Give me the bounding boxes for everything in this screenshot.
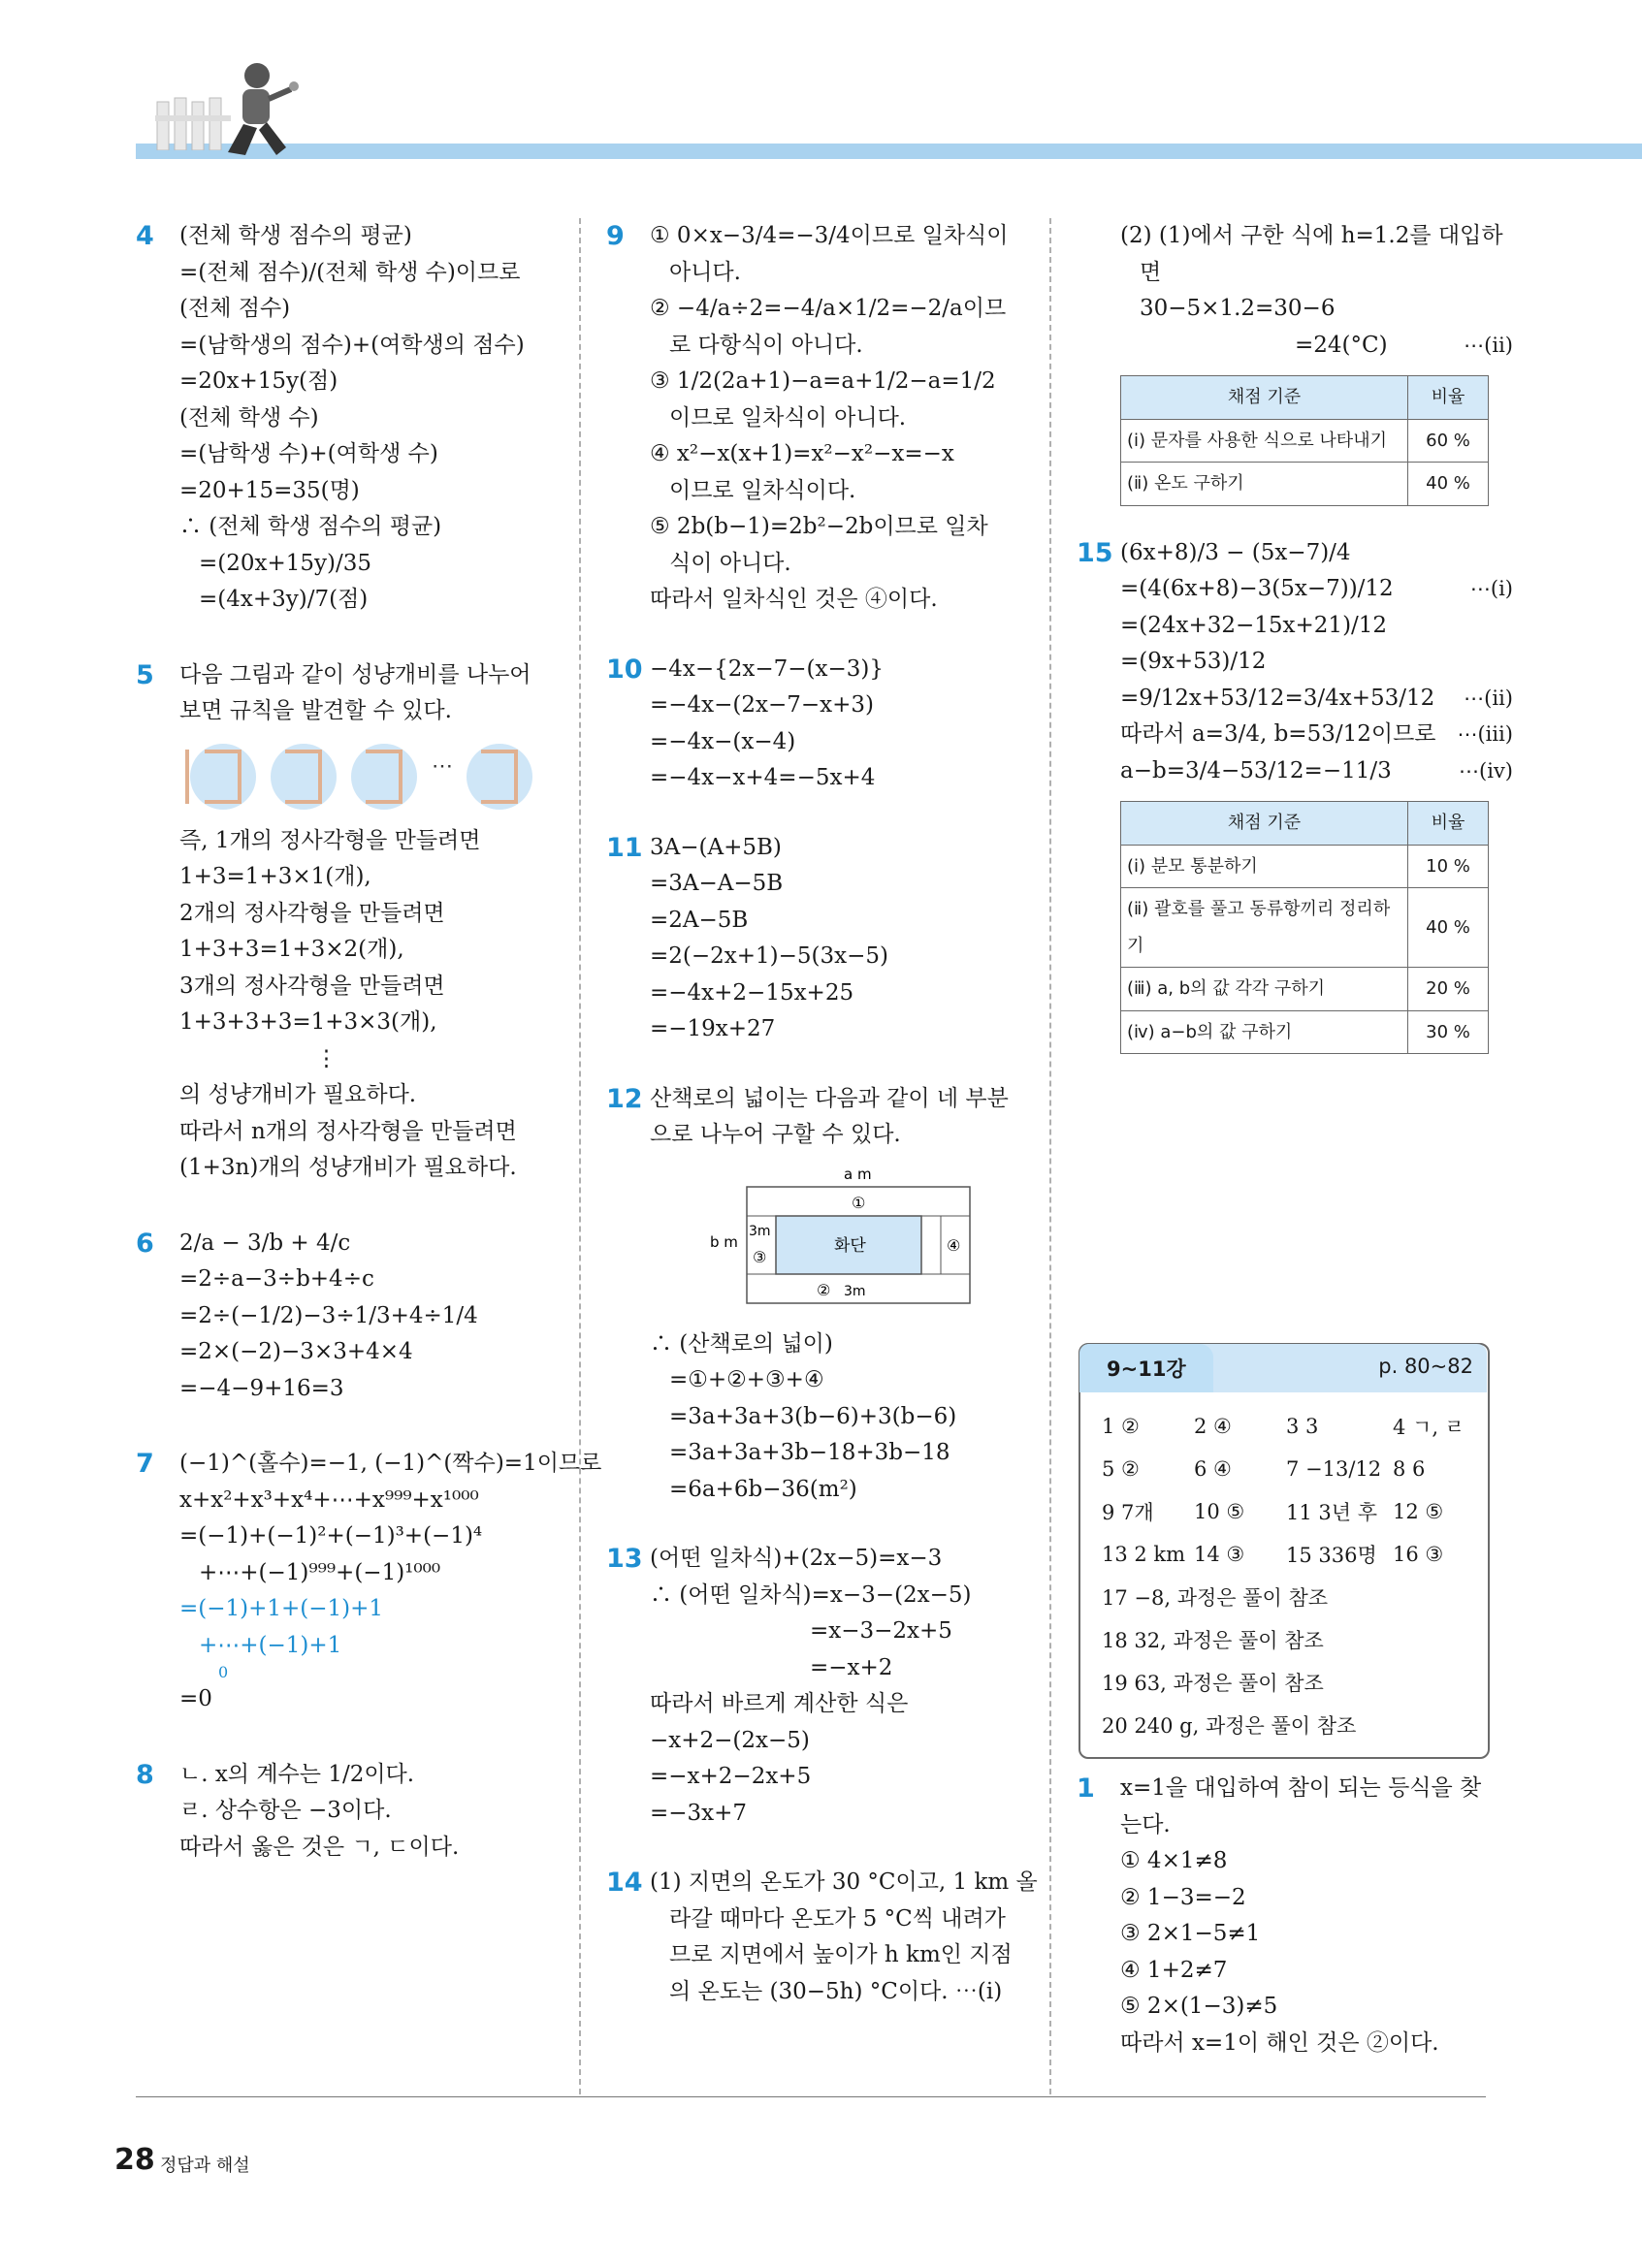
line: =3a+3a+3b−18+3b−18: [669, 1440, 950, 1465]
page-label: 정답과 해설: [160, 2156, 250, 2176]
line: =−x+2: [810, 1654, 893, 1680]
line: =6a+6b−36(m²): [669, 1476, 857, 1502]
header-bar: [136, 144, 1642, 159]
line: 2개의 정사각형을 만들려면: [179, 900, 445, 926]
problem-number: 13: [606, 1544, 643, 1574]
matchstick-squares-icon: [179, 738, 548, 815]
table-cell: 20 %: [1408, 968, 1489, 1011]
table-row: [1121, 463, 1489, 506]
line: =(−1)+1+(−1)+1: [179, 1596, 384, 1621]
line: (전체 학생 점수의 평균): [179, 223, 412, 248]
line: 30−5×1.2=30−6: [1140, 296, 1336, 321]
table-row: [1121, 419, 1489, 463]
answer: 5 ②: [1102, 1457, 1140, 1481]
problem-number: 14: [606, 1868, 643, 1898]
problem-5: [136, 657, 563, 1187]
line: 다음 그림과 같이 성냥개비를 나누어: [179, 661, 531, 687]
problem-number: 15: [1077, 537, 1113, 568]
line: 아니다.: [669, 259, 741, 285]
answer: 6 ④: [1194, 1457, 1232, 1481]
answer-row: [1102, 1533, 1490, 1576]
line: 식이 아니다.: [669, 550, 791, 576]
line: +⋯+(−1)⁹⁹⁹+(−1)¹⁰⁰⁰: [199, 1559, 441, 1585]
score-mark: ⋯(ⅳ): [1459, 758, 1513, 783]
line: =−4x−(x−4): [650, 728, 796, 754]
line: =3A−A−5B: [650, 871, 784, 896]
line: 따라서 a=3/4, b=53/12이므로: [1120, 721, 1436, 747]
underbrace-zero: 0: [218, 1663, 229, 1681]
label-n4: ④: [947, 1235, 961, 1255]
table-cell: (ⅰ) 문자를 사용한 식으로 나타내기: [1121, 419, 1408, 463]
line: 므로 지면에서 높이가 h km인 지점: [669, 1942, 1013, 1967]
score-mark: ⋯(ⅱ): [1464, 333, 1513, 357]
problem-6: [136, 1226, 563, 1408]
table-cell: (ⅱ) 온도 구하기: [1121, 463, 1408, 506]
line: 라갈 때마다 온도가 5 °C씩 내려가: [669, 1905, 1006, 1932]
problem-7: [136, 1446, 602, 1718]
line: 따라서 n개의 정사각형을 만들려면: [179, 1118, 517, 1144]
answer: 17 −8, 과정은 풀이 참조: [1102, 1586, 1329, 1610]
answer-row: [1102, 1618, 1490, 1661]
problem-13: [606, 1541, 1033, 1832]
line: (−1)^(홀수)=−1, (−1)^(짝수)=1이므로: [179, 1451, 602, 1476]
answer-row: [1102, 1704, 1490, 1746]
label-inner: 화단: [834, 1235, 866, 1256]
line: 이므로 일차식이다.: [669, 477, 856, 503]
answer-grid: [1102, 1405, 1490, 1746]
line: ① 0×x−3/4=−3/4이므로 일차식이: [650, 223, 1009, 248]
scoring-table: [1120, 375, 1489, 506]
answer-row: [1102, 1405, 1490, 1448]
line: 1+3+3+3=1+3×3(개),: [179, 1009, 437, 1035]
line: =(4(6x+8)−3(5x−7))/12: [1120, 576, 1394, 601]
line: =(남학생의 점수)+(여학생의 점수): [179, 332, 525, 358]
answer: 14 ③: [1194, 1543, 1245, 1566]
walkway-diagram: [708, 1167, 980, 1313]
problem-4: [136, 218, 563, 619]
table-row: [1121, 968, 1489, 1011]
label-n1: ①: [852, 1193, 866, 1212]
problem-number: 6: [136, 1228, 154, 1259]
line: ⑤ 2×(1−3)≠5: [1120, 1994, 1278, 2019]
line: 로 다항식이 아니다.: [669, 332, 863, 358]
table-header: 채점 기준: [1121, 376, 1408, 420]
table-row: [1121, 845, 1489, 888]
answer: 4 ㄱ, ㄹ: [1393, 1416, 1465, 1439]
label-top: a m: [844, 1166, 872, 1183]
answer-box: [1079, 1343, 1490, 1759]
problem-number: 7: [136, 1449, 154, 1479]
answer-box-title: 9~11강: [1079, 1344, 1213, 1392]
answer: 9 7개: [1102, 1501, 1154, 1524]
line: =2÷a−3÷b+4÷c: [179, 1266, 374, 1292]
line: 보면 규칙을 발견할 수 있다.: [179, 698, 452, 723]
matchstick-figure: [179, 738, 563, 815]
answer: 1 ②: [1102, 1415, 1140, 1438]
label-left: b m: [710, 1232, 738, 1251]
line: 3A−(A+5B): [650, 834, 782, 860]
line: =2÷(−1/2)−3÷1/3+4÷1/4: [179, 1302, 478, 1328]
line: =20+15=35(명): [179, 477, 360, 503]
line: (어떤 일차식)+(2x−5)=x−3: [650, 1546, 943, 1571]
line: =x−3−2x+5: [810, 1618, 952, 1644]
problem-11: [606, 830, 1033, 1048]
table-cell: 60 %: [1408, 419, 1489, 463]
line: x=1을 대입하여 참이 되는 등식을 찾: [1120, 1775, 1482, 1801]
answer-row: [1102, 1661, 1490, 1704]
column-3-bottom: [1077, 1771, 1513, 2087]
problem-number: 12: [606, 1083, 643, 1114]
line: +⋯+(−1)+1: [199, 1632, 342, 1658]
line: 1+3=1+3×1(개),: [179, 864, 371, 889]
line: =(20x+15y)/35: [199, 550, 372, 576]
line: =−4x−x+4=−5x+4: [650, 765, 876, 790]
problem-9: [606, 218, 1033, 619]
column-1: [136, 218, 602, 1891]
line: =(4x+3y)/7(점): [199, 587, 369, 612]
line: 따라서 x=1이 해인 것은 ②이다.: [1120, 2029, 1439, 2056]
line: =−x+2−2x+5: [650, 1764, 812, 1789]
line: −x+2−(2x−5): [650, 1727, 810, 1753]
line: 이므로 일차식이 아니다.: [669, 404, 907, 431]
column-3: [1077, 218, 1513, 1079]
line: (6x+8)/3 − (5x−7)/4: [1120, 539, 1351, 565]
line: (전체 학생 수): [179, 404, 319, 431]
problem-14-part2: [1077, 218, 1513, 506]
table-cell: (ⅱ) 괄호를 풀고 동류항끼리 정리하기: [1121, 888, 1408, 968]
line: ㄹ. 상수항은 −3이다.: [179, 1798, 392, 1823]
line: (1+3n)개의 성냥개비가 필요하다.: [179, 1155, 517, 1180]
line: 즉, 1개의 정사각형을 만들려면: [179, 827, 481, 853]
answer-box-header: [1079, 1344, 1487, 1392]
line: 2/a − 3/b + 4/c: [179, 1230, 351, 1256]
answer: 2 ④: [1194, 1415, 1232, 1438]
line: (2) (1)에서 구한 식에 h=1.2를 대입하: [1120, 223, 1503, 248]
answer-row: [1102, 1490, 1490, 1533]
line: 따라서 바르게 계산한 식은: [650, 1691, 909, 1716]
line: 산책로의 넓이는 다음과 같이 네 부분: [650, 1085, 1009, 1111]
line: ① 4×1≠8: [1120, 1848, 1228, 1873]
score-mark: ⋯(ⅰ): [1469, 577, 1513, 600]
problem-number: 4: [136, 221, 154, 251]
line: =−3x+7: [650, 1800, 748, 1826]
line: =(전체 점수)/(전체 학생 수)이므로: [179, 259, 521, 285]
line: =0: [179, 1686, 212, 1711]
answer: 10 ⑤: [1194, 1500, 1245, 1523]
line: =2A−5B: [650, 907, 749, 933]
answer-1-explanation: [1077, 1771, 1513, 2061]
line: =−19x+27: [650, 1016, 776, 1041]
answer: 12 ⑤: [1393, 1500, 1444, 1523]
line: 3개의 정사각형을 만들려면: [179, 973, 445, 999]
problem-number: 11: [606, 832, 643, 863]
table-cell: 30 %: [1408, 1010, 1489, 1054]
line: ∴ (산책로의 넓이): [650, 1330, 833, 1357]
score-mark: ⋯(ⅲ): [1457, 722, 1513, 746]
table-header: 비율: [1408, 376, 1489, 420]
line: x+x²+x³+x⁴+⋯+x⁹⁹⁹+x¹⁰⁰⁰: [179, 1486, 479, 1513]
answer: 3 3: [1286, 1415, 1319, 1438]
answer-row: [1102, 1576, 1490, 1618]
line: =−4x+2−15x+25: [650, 979, 854, 1006]
table-cell: (ⅳ) a−b의 값 구하기: [1121, 1010, 1408, 1054]
problem-8: [136, 1757, 563, 1867]
problem-number: 9: [606, 221, 625, 251]
line: ∴ (전체 학생 점수의 평균): [179, 514, 442, 539]
line: 의 성냥개비가 필요하다.: [179, 1082, 417, 1107]
line: ② −4/a÷2=−4/a×1/2=−2/a이므: [650, 296, 1007, 321]
line: =3a+3a+3(b−6)+3(b−6): [669, 1403, 957, 1429]
line: 면: [1140, 259, 1162, 285]
line: 1+3+3=1+3×2(개),: [179, 937, 404, 962]
answer: 19 63, 과정은 풀이 참조: [1102, 1672, 1324, 1695]
line: =①+②+③+④: [669, 1367, 824, 1392]
table-row: [1121, 888, 1489, 968]
answer: 20 240 g, 과정은 풀이 참조: [1102, 1714, 1357, 1738]
label-w1: 3m: [749, 1223, 771, 1239]
gardener-figure-icon: [199, 60, 310, 162]
line: =2(−2x+1)−5(3x−5): [650, 943, 888, 969]
label-n3: ③: [753, 1247, 767, 1266]
label-w2: 3m: [844, 1283, 866, 1299]
problem-14: [606, 1865, 1038, 2010]
score-mark: ⋯(ⅱ): [1464, 686, 1513, 710]
line: =(24x+32−15x+21)/12: [1120, 612, 1388, 638]
footer-rule: [136, 2096, 1486, 2097]
problem-15: [1077, 535, 1513, 1055]
line: 는다.: [1120, 1811, 1171, 1837]
line: =(9x+53)/12: [1120, 649, 1267, 674]
line: ⑤ 2b(b−1)=2b²−2b이므로 일차: [650, 514, 988, 539]
line: (전체 점수): [179, 296, 291, 321]
line: 따라서 일차식인 것은 ④이다.: [650, 587, 938, 612]
answer: 16 ③: [1393, 1543, 1444, 1566]
table-cell: (ⅲ) a, b의 값 각각 구하기: [1121, 968, 1408, 1011]
line: =−4x−(2x−7−x+3): [650, 692, 875, 718]
answer: 18 32, 과정은 풀이 참조: [1102, 1629, 1324, 1652]
table-header: 채점 기준: [1121, 802, 1408, 846]
line: −4x−{2x−7−(x−3)}: [650, 655, 885, 682]
label-n2: ②: [817, 1280, 831, 1299]
line: =2×(−2)−3×3+4×4: [179, 1339, 413, 1364]
column-2: [606, 218, 1038, 2035]
line: =−4−9+16=3: [179, 1375, 344, 1401]
table-cell: 40 %: [1408, 463, 1489, 506]
line: =9/12x+53/12=3/4x+53/12: [1120, 685, 1435, 711]
table-cell: (ⅰ) 분모 통분하기: [1121, 845, 1408, 888]
column-separator: [579, 218, 581, 2094]
problem-12: [606, 1081, 1033, 1509]
line: =24(°C): [1295, 332, 1388, 358]
line: (1) 지면의 온도가 30 °C이고, 1 km 올: [650, 1869, 1038, 1895]
scoring-table: [1120, 801, 1489, 1054]
page-number: 28: [114, 2143, 155, 2177]
table-cell: 10 %: [1408, 845, 1489, 888]
line: ㄴ. x의 계수는 1/2이다.: [179, 1761, 415, 1787]
dots: ⋯: [432, 753, 453, 779]
column-separator: [1049, 218, 1051, 2094]
problem-10: [606, 652, 1033, 797]
line: 따라서 옳은 것은 ㄱ, ㄷ이다.: [179, 1834, 460, 1860]
answer: 7 −13/12: [1286, 1457, 1382, 1481]
answer-box-pages: p. 80~82: [1378, 1355, 1473, 1378]
answer: 8 6: [1393, 1457, 1426, 1481]
line: ③ 1/2(2a+1)−a=a+1/2−a=1/2: [650, 368, 996, 394]
line: ② 1−3=−2: [1120, 1884, 1246, 1910]
answer: 13 2 km: [1102, 1543, 1186, 1566]
problem-number: 5: [136, 659, 154, 690]
problem-number: 1: [1077, 1773, 1095, 1804]
line: a−b=3/4−53/12=−11/3: [1120, 757, 1392, 783]
table-cell: 40 %: [1408, 888, 1489, 968]
answer: 11 3년 후: [1286, 1501, 1378, 1524]
problem-number: 8: [136, 1759, 154, 1790]
line: 의 온도는 (30−5h) °C이다. ⋯(ⅰ): [669, 1978, 1003, 2004]
line: ⋮: [315, 1045, 338, 1071]
answer-row: [1102, 1448, 1490, 1490]
answer: 15 336명: [1286, 1544, 1377, 1567]
line: =20x+15y(점): [179, 368, 338, 394]
table-row: [1121, 1010, 1489, 1054]
line: =(−1)+(−1)²+(−1)³+(−1)⁴: [179, 1523, 483, 1549]
line: ④ x²−x(x+1)=x²−x²−x=−x: [650, 441, 954, 466]
line: =(남학생 수)+(여학생 수): [179, 441, 438, 466]
problem-number: 10: [606, 654, 643, 685]
line: ∴ (어떤 일차식)=x−3−(2x−5): [650, 1581, 972, 1608]
line: ③ 2×1−5≠1: [1120, 1921, 1261, 1946]
line: 으로 나누어 구할 수 있다.: [650, 1122, 901, 1147]
line: ④ 1+2≠7: [1120, 1957, 1228, 1983]
table-header: 비율: [1408, 802, 1489, 846]
